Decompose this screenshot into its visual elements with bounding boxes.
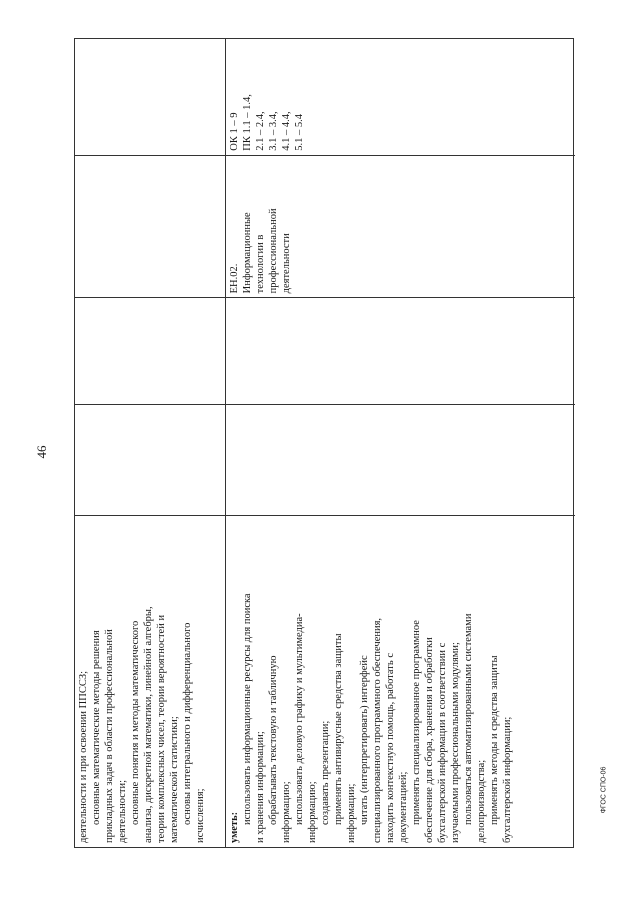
text-line: бухгалтерской информации в соответствии с: [437, 642, 448, 843]
text-line: использовать информационные ресурсы для поиска: [242, 593, 253, 825]
text-line: 2.1 – 2.4,: [255, 111, 266, 151]
text-line: информацию;: [281, 781, 292, 843]
competence-cell: [75, 39, 225, 155]
text-line: специализированного программного обеспечения,: [372, 617, 383, 843]
page-number: 46: [34, 445, 49, 459]
skills-cell: [226, 515, 575, 847]
text-line: ПК 1.1 – 1.4,: [242, 94, 253, 151]
text-line: основные понятия и методы математического: [130, 620, 141, 825]
text-line: основы интегрального и дифференциального: [182, 622, 193, 825]
text-line: исчисления;: [195, 788, 206, 843]
text-line: информацию;: [307, 781, 318, 843]
text-line: 4.1 – 4.4,: [281, 111, 292, 151]
competency-table-frame: [74, 38, 574, 848]
empty-cell: [75, 297, 225, 404]
text-line: создавать презентации;: [320, 720, 331, 825]
text-line: находить контекстную помощь, работать с: [385, 653, 396, 843]
text-line: Информационные: [242, 212, 253, 294]
table-row-skills: [226, 39, 575, 847]
text-line: деятельности;: [117, 779, 128, 843]
text-line: прикладных задач в области профессиональной: [104, 629, 115, 843]
hours-cell: [226, 404, 575, 515]
skills-heading: уметь:: [229, 811, 240, 843]
text-line: деятельности и при освоении ППССЗ;: [78, 670, 89, 843]
discipline-cell: [226, 155, 575, 298]
text-line: и хранения информации;: [255, 731, 266, 843]
text-line: информации;: [346, 783, 357, 843]
footer-code: ФГОС СПО-06: [600, 766, 608, 814]
text-line: применять методы и средства защиты: [489, 655, 500, 825]
hours-cell: [75, 404, 225, 515]
text-line: применять специализированное программное: [411, 620, 422, 825]
text-line: применять антивирусные средства защиты: [333, 633, 344, 825]
text-line: делопроизводства;: [476, 759, 487, 843]
competency-table: [74, 38, 574, 848]
text-line: обеспечение для сбора, хранения и обработки: [424, 637, 435, 843]
text-line: основные математические методы решения: [91, 630, 102, 825]
text-line: изучаемыми профессиональными модулями;: [450, 642, 461, 843]
text-line: использовать деловую графику и мультимедиа-: [294, 613, 305, 825]
table-row-knowledge: [75, 39, 226, 847]
text-line: пользоваться автоматизированными системами: [463, 613, 474, 825]
competence-cell: [226, 39, 575, 155]
text-line: теории комплексных чисел, теории вероятностей и: [156, 614, 167, 843]
text-line: математической статистики;: [169, 716, 180, 843]
text-line: ЕН.02.: [229, 263, 240, 294]
empty-cell: [226, 297, 575, 404]
text-line: технологии в: [255, 234, 266, 294]
text-line: профессиональной: [268, 208, 279, 294]
text-line: бухгалтерской информации;: [502, 716, 513, 843]
discipline-cell: [75, 155, 225, 298]
text-line: обрабатывать текстовую и табличную: [268, 655, 279, 825]
text-line: деятельности: [281, 233, 292, 294]
text-line: документацией;: [398, 771, 409, 843]
text-line: читать (интерпретировать) интерфейс: [359, 655, 370, 825]
knowledge-cell: [75, 515, 225, 847]
text-line: 3.1 – 3.4,: [268, 111, 279, 151]
text-line: ОК 1 – 9: [229, 112, 240, 151]
text-line: анализа, дискретной математики, линейной алгебры,: [143, 606, 154, 843]
text-line: 5.1 – 5.4: [294, 113, 305, 151]
